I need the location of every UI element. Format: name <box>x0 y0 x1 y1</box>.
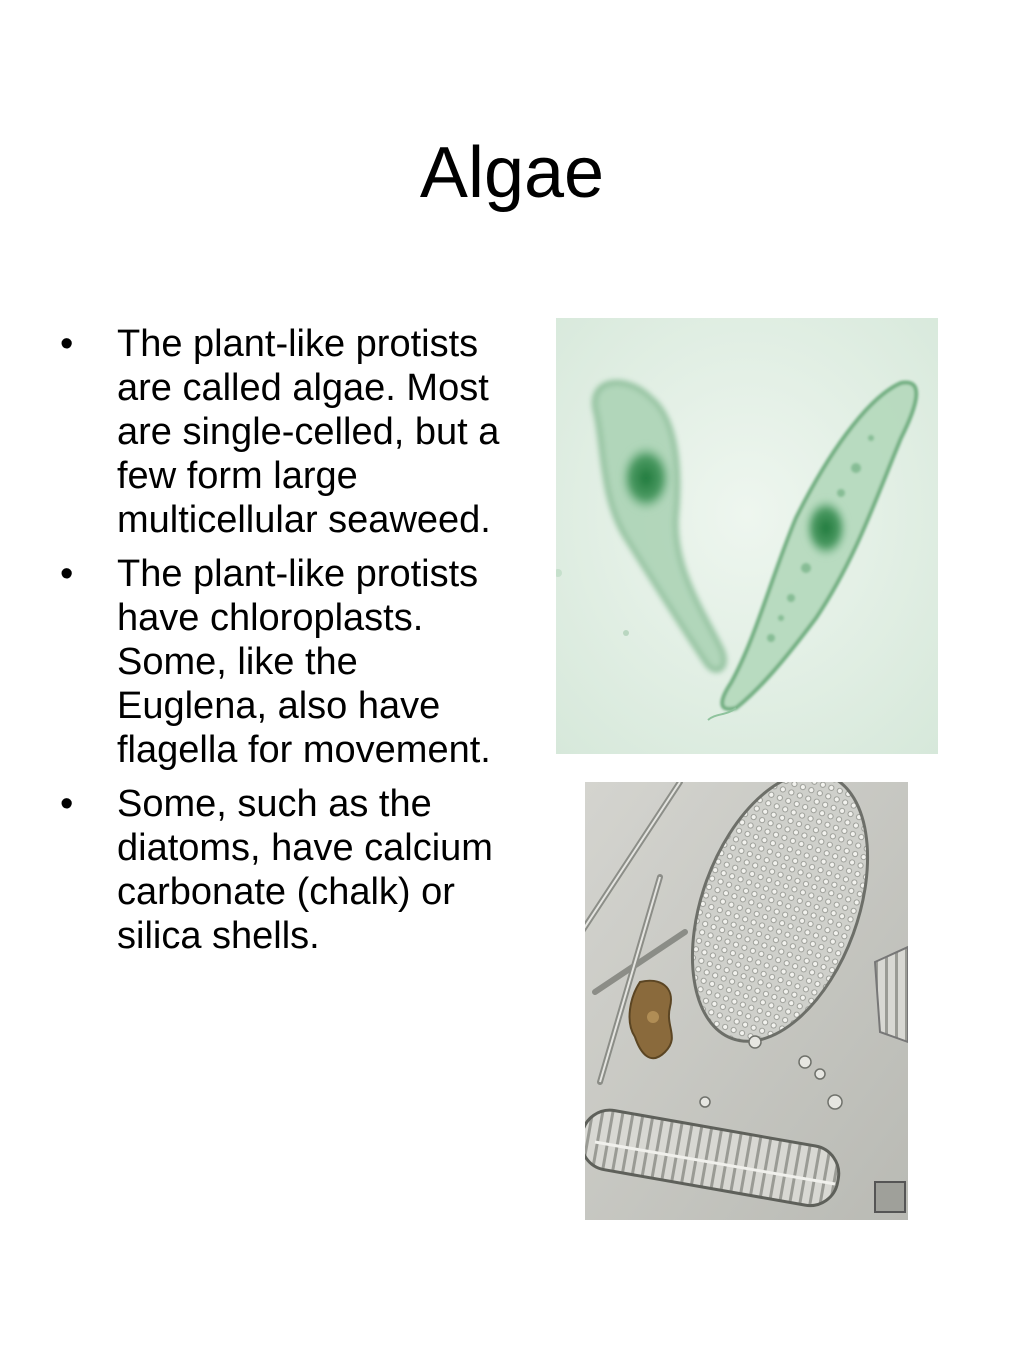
diatom-micrograph-image <box>585 782 908 1220</box>
bullet-item <box>60 782 500 958</box>
bullet-item <box>60 322 500 542</box>
euglena-micrograph-image <box>556 318 938 754</box>
bullet-dot: • <box>60 783 74 825</box>
bullet-text: Some, such as the diatoms, have calcium carbonate (chalk) or silica shells. <box>117 783 493 957</box>
bullet-text: The plant-like protists are called algae. Most are single-celled, but a few form large multicellular seaweed. <box>117 323 500 541</box>
bullet-dot: • <box>60 323 74 365</box>
slide-title: Algae <box>419 133 605 213</box>
bullet-text: The plant-like protists have chloroplasts. Some, like the Euglena, also have flagella for movement. <box>117 553 491 771</box>
bullet-item <box>60 552 500 772</box>
bullet-list <box>60 322 500 968</box>
bullet-dot: • <box>60 553 74 595</box>
